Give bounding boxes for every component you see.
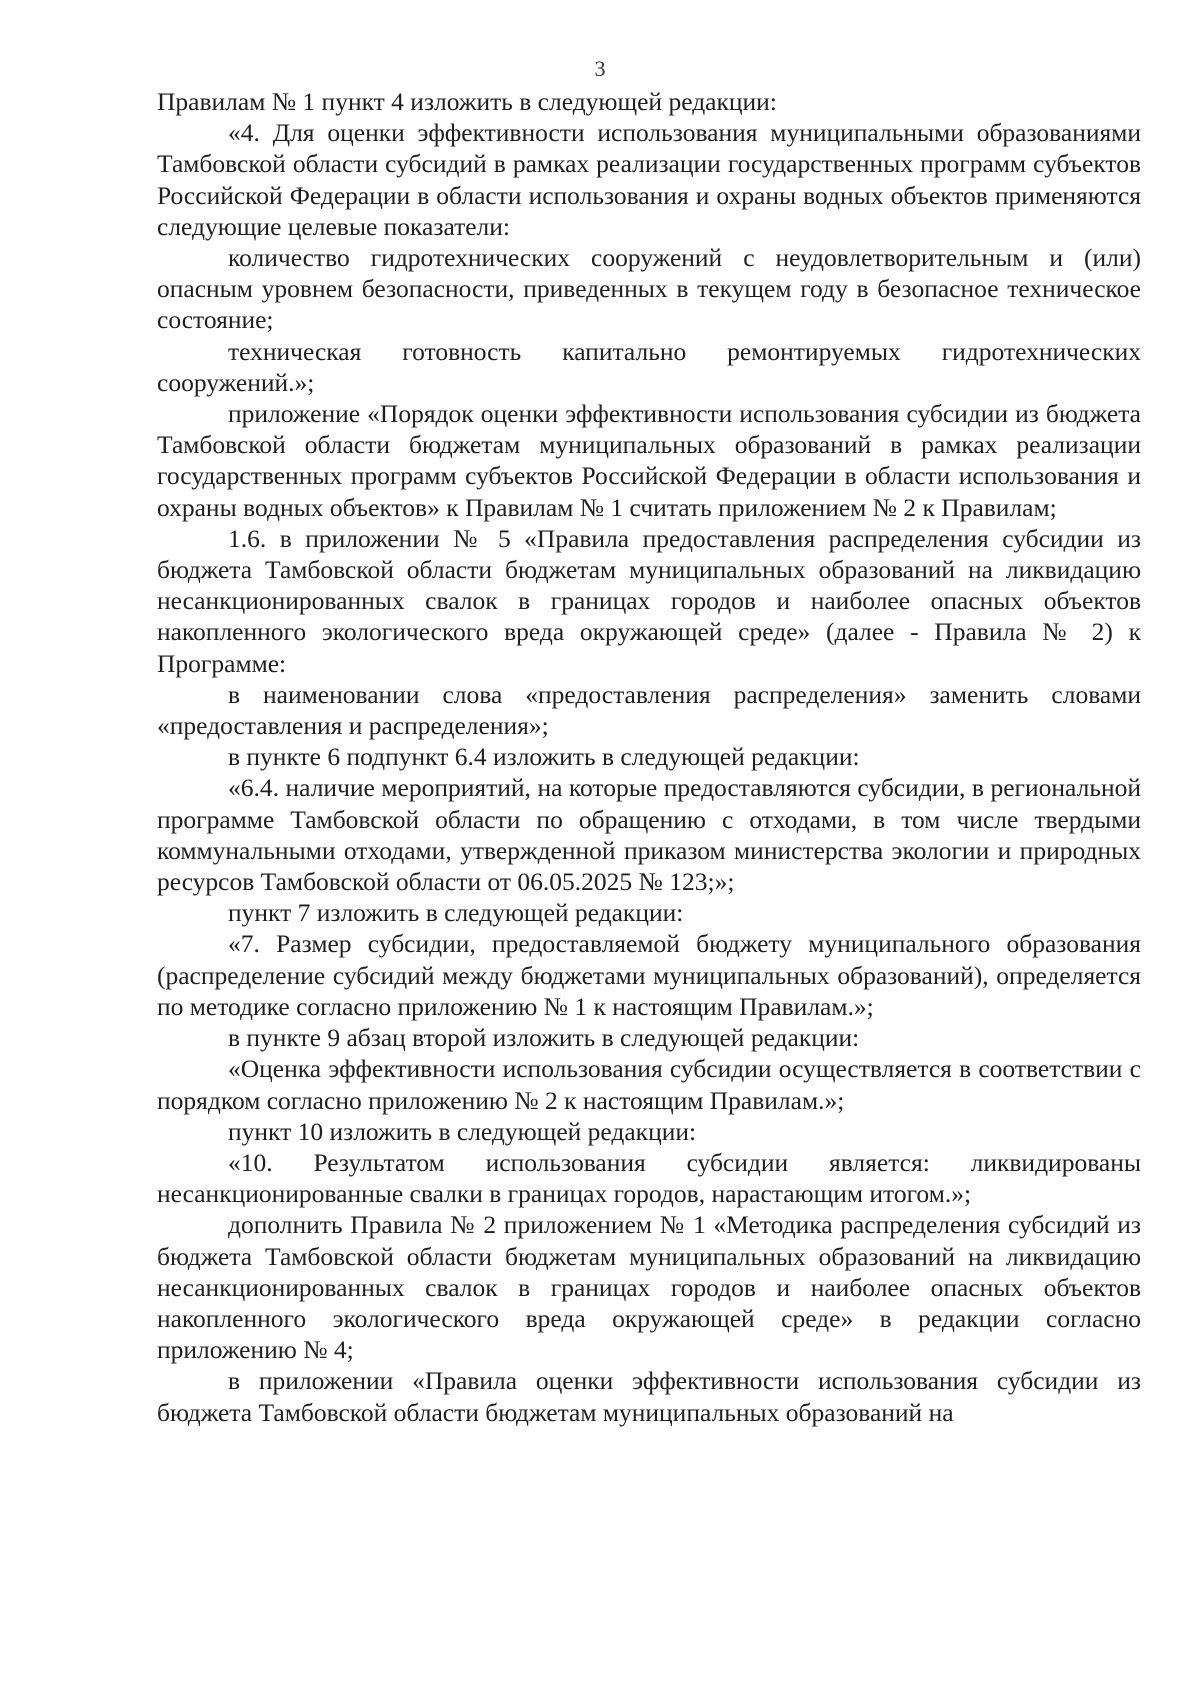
page-number: 3 — [594, 56, 606, 81]
paragraph-appendix-rules: в приложении «Правила оценки эффективности использования субсидии из бюджета Тамбовской области бюджетам муниципальных образований на — [157, 1366, 1141, 1427]
paragraph-indicator-2: техническая готовность капитально ремонтируемых гидротехнических сооружений.»; — [157, 336, 1141, 397]
paragraph-point-9: в пункте 9 абзац второй изложить в следующей редакции: — [228, 1023, 860, 1053]
paragraph-continuation: Правилам № 1 пункт 4 изложить в следующей редакции: — [157, 87, 777, 116]
paragraph-appendix-order: приложение «Порядок оценки эффективности использования субсидии из бюджета Тамбовской области бюджетам муниципальных образований в рамках реализации государственных программ субъектов Российской Федерации в области использования и охраны водных объектов» к Правилам № 1 считать приложением № 2 к Правилам; — [157, 399, 1141, 522]
paragraph-1-6: 1.6. в приложении № 5 «Правила предоставления распределения субсидии из бюджета Тамбовской области бюджетам муниципальных образований на ликвидацию несанкционированных свалок в границах городов и наиболее опасных объектов накопленного экологического вреда окружающей среде» (далее - Правила № 2) к Программе: — [157, 523, 1141, 678]
paragraph-7-text: «7. Размер субсидии, предоставляемой бюджету муниципального образования (распределение субсидий между бюджетами муниципальных образований), определяется по методике согласно приложению № 1 к настоящим Правилам.»; — [157, 929, 1141, 1021]
paragraph-9-text: «Оценка эффективности использования субсидии осуществляется в соответствии с порядком согласно приложению № 2 к настоящим Правилам.»; — [157, 1054, 1141, 1115]
paragraph-indicator-1: количество гидротехнических сооружений с неудовлетворительным и (или) опасным уровнем безопасности, приведенных в текущем году в безопасное техническое состояние; — [157, 243, 1141, 335]
paragraph-6-4: «6.4. наличие мероприятий, на которые предоставляются субсидии, в региональной программе Тамбовской области по обращению с отходами, в том числе твердыми коммунальными отходами, утвержденной приказом министерства экологии и природных ресурсов Тамбовской области от 06.05.2025 № 123;»; — [157, 773, 1141, 897]
paragraph-item-4: «4. Для оценки эффективности использования муниципальными образованиями Тамбовской области субсидий в рамках реализации государственных программ субъектов Российской Федерации в области использования и охраны водных объектов применяются следующие целевые показатели: — [157, 118, 1141, 241]
paragraph-supplement-rules: дополнить Правила № 2 приложением № 1 «Методика распределения субсидий из бюджета Тамбовской области бюджетам муниципальных образований на ликвидацию несанкционированных свалок в границах городов и наиболее опасных объектов накопленного экологического вреда окружающей среде» в редакции согласно приложению № 4; — [157, 1210, 1141, 1365]
paragraph-point-6: в пункте 6 подпункт 6.4 изложить в следующей редакции: — [228, 742, 860, 772]
paragraph-point-7: пункт 7 изложить в следующей редакции: — [228, 898, 684, 928]
paragraph-10-text: «10. Результатом использования субсидии является: ликвидированы несанкционированные свалки в границах городов, нарастающим итогом.»; — [157, 1147, 1141, 1209]
document-body — [157, 86, 1141, 1428]
paragraph-point-10: пункт 10 изложить в следующей редакции: — [228, 1116, 697, 1146]
paragraph-title-replace: в наименовании слова «предоставления распределения» заменить словами «предоставления и распределения»; — [157, 679, 1141, 741]
